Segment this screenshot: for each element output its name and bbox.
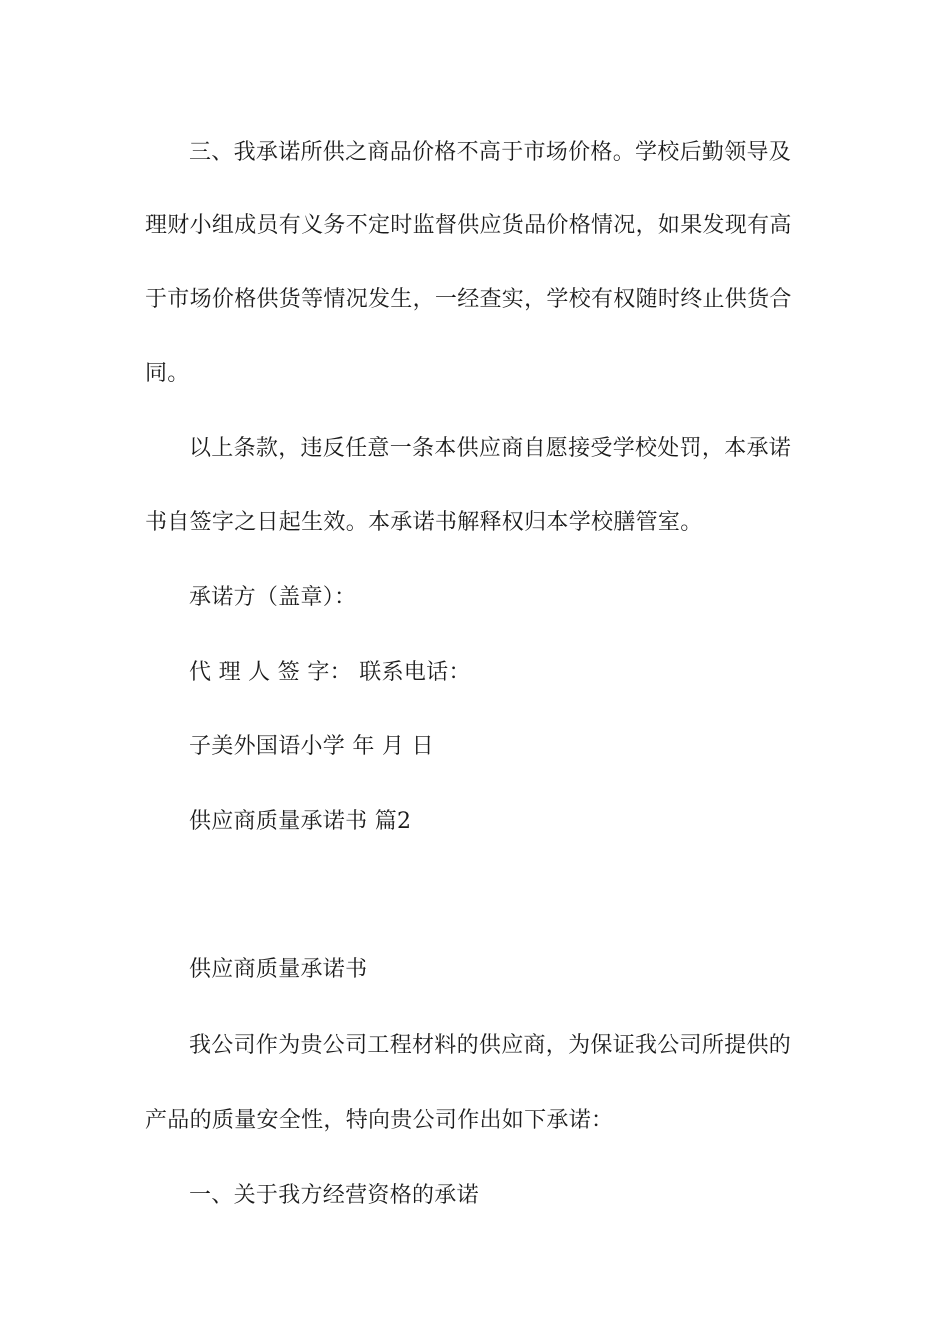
section-heading-part-2: 供应商质量承诺书 篇2 — [189, 809, 412, 834]
clause-one-heading: 一、关于我方经营资格的承诺 — [189, 1183, 479, 1208]
document-title: 供应商质量承诺书 — [189, 957, 368, 982]
agent-signature-phone-label: 代 理 人 签 字： 联系电话： — [189, 660, 471, 685]
clause-three-line-2: 理财小组成员有义务不定时监督供应货品价格情况，如果发现有高 — [145, 213, 792, 238]
clause-three-line-3: 于市场价格供货等情况发生，一经查实，学校有权随时终止供货合 — [145, 287, 792, 312]
summary-line-2: 书自签字之日起生效。本承诺书解释权归本学校膳管室。 — [145, 510, 703, 535]
intro-line-1: 我公司作为贵公司工程材料的供应商，为保证我公司所提供的 — [189, 1033, 792, 1058]
intro-line-2: 产品的质量安全性，特向贵公司作出如下承诺： — [145, 1108, 614, 1133]
school-date-line: 子美外国语小学 年 月 日 — [189, 734, 434, 759]
clause-three-line-1: 三、我承诺所供之商品价格不高于市场价格。学校后勤领导及 — [189, 140, 792, 165]
clause-three-line-4: 同。 — [145, 361, 190, 386]
promisor-seal-label: 承诺方（盖章）： — [189, 585, 357, 610]
summary-line-1: 以上条款，违反任意一条本供应商自愿接受学校处罚，本承诺 — [189, 436, 792, 461]
